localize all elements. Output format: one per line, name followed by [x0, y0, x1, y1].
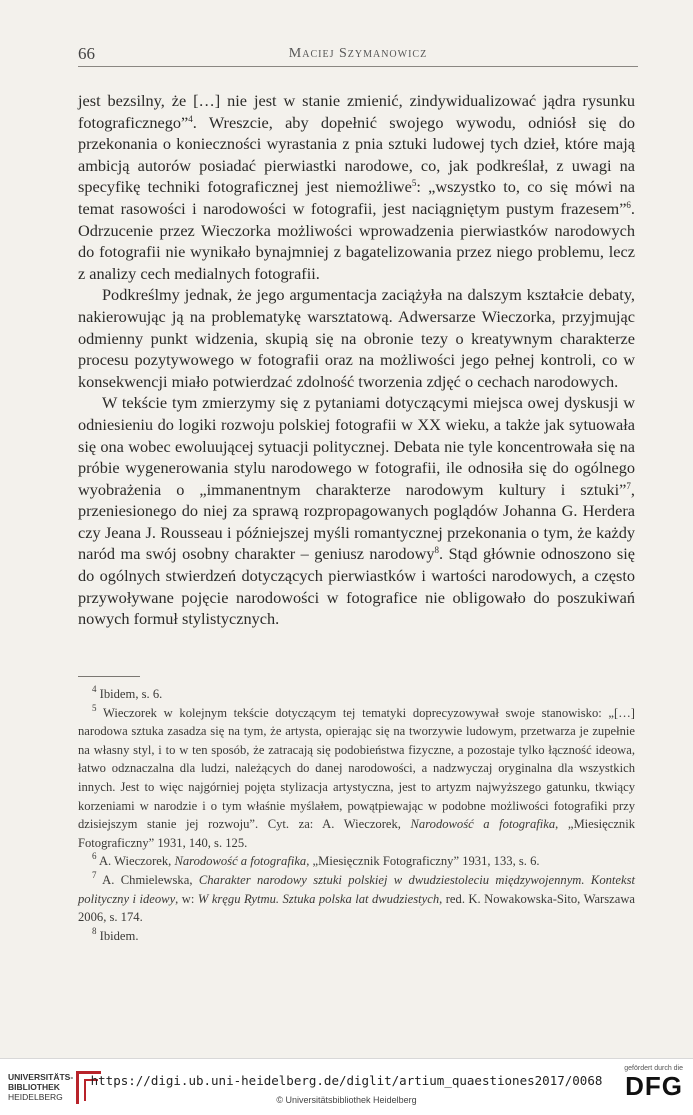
- footnote-8: [78, 927, 635, 946]
- dfg-logo-text: DFG: [625, 1071, 683, 1101]
- footnote-5: [78, 704, 635, 853]
- footnote-ref: 5: [92, 702, 97, 713]
- footnote-7: [78, 871, 635, 927]
- text-run: , przeniesionego do niej za sprawą rozpropagowanych poglądów Johanna G. Herdera czy Jeana J. Rousseau i późniejszej myśli romantycznej przekonania o tym, że każdy naród ma swój osobny charakter – geniusz narodowy: [78, 479, 635, 564]
- paragraph-1: [78, 90, 635, 284]
- text-run: Wieczorek w kolejnym tekście dotyczącym tej tematyki doprecyzowywał swoje stanowisko: „[…] narodowa sztuka zasadza się na tym, że artysta, opierając się na tworzywie ludowym, przetwarza je zupełnie na własny styl, i to w ten sposób, że zatracają się podobieństwa fizyczne, a pozostaje tylko łączność ideowa, łatwo odznaczalna dla ludzi, należących do danej narodowości, a nadzwyczaj oryginalna dla wszystkich innych. Jest to więc najgórniej pojęta stylizacja artystyczna, jest to artyzm najwyższego gatunku, tkwiący korzeniami w narodzie i o tym właśnie myślałem, powątpiewając w podobne możliwości fotografiki przy dzisiejszym stanie jej rozwoju”. Cyt. za: A. Wieczorek,: [78, 705, 635, 832]
- page-number: 66: [78, 44, 95, 63]
- text-run: W tekście tym zmierzymy się z pytaniami dotyczącymi miejsca owej dyskusji w odniesieniu do logiki rozwoju polskiej fotografii w XX wieku, a także jak sytuowała się ona wobec ewoluującej sytuacji politycznej. Debata nie tyle koncentrowała się na próbie wygenerowania stylu narodowego w fotografii, ile odnosiła się do ogólnego wyobrażenia o „immanentnym charakterze narodowym kultury i sztuki”: [78, 393, 635, 499]
- library-name-line3: HEIDELBERG: [8, 1092, 63, 1102]
- text-run: , red. K. Nowakowska-Sito, Warszawa 2006, s. 174.: [78, 891, 635, 925]
- page-header: [78, 44, 638, 67]
- running-title: Maciej Szymanowicz: [288, 46, 428, 61]
- text-run: Ibidem.: [96, 928, 139, 943]
- footnote-ref: 7: [92, 869, 97, 880]
- footnote-6: [78, 852, 635, 871]
- text-run: Podkreślmy jednak, że jego argumentacja zaciążyła na dalszym kształcie debaty, nakierowując ją na problematykę warsztatową. Adwersarze Wieczorka, przyjmując odmienny punkt widzenia, skupią się na obronie tezy o kreatywnym charakterze procesu pozytywowego w fotografii oraz na możliwości jego pełnej kontroli, co w konsekwencji miało potwierdzać zdolność tworzenia zdjęć o cechach narodowych.: [78, 285, 635, 391]
- text-run: . Wreszcie, aby dopełnić swojego wywodu, odniósł się do przekonania o konieczności wyrastania z pnia sztuki ludowej tych dzieł, które mają ambicją autorów posiadać pierwiastki narodowe, co, jak podkreślał, z uwagi na specyfikę techniki fotograficznej jest niemożliwe: [78, 112, 635, 197]
- paragraph-3: [78, 392, 635, 630]
- italic-title: Narodowość a fotografika: [410, 817, 556, 832]
- text-run: , „Miesięcznik Fotograficzny” 1931, 133, s. 6.: [306, 854, 540, 869]
- footnote-ref: 6: [626, 199, 631, 210]
- text-run: , „Miesięcznik Fotograficzny” 1931, 140, s. 125.: [78, 817, 635, 850]
- text-run: A. Wieczorek,: [96, 854, 175, 869]
- library-name-line2: BIBLIOTHEK: [8, 1082, 60, 1092]
- italic-title: W kręgu Rytmu. Sztuka polska lat dwudziestych: [197, 891, 440, 906]
- footnote-divider: [78, 676, 140, 677]
- footnotes: [78, 685, 635, 945]
- footnote-4: [78, 685, 635, 704]
- text-run: . Odrzucenie przez Wieczorka możliwości wprowadzenia pierwiastków narodowych do fotografii nie wynikało bynajmniej z bagatelizowania przez niego problemu, lecz z analizy cech medialnych fotografii.: [78, 198, 635, 283]
- footnote-ref: 7: [626, 480, 631, 491]
- italic-title: Charakter narodowy sztuki polskiej w dwudziestoleciu międzywojennym. Kontekst polityczny i ideowy: [78, 872, 635, 906]
- footnote-ref: 4: [188, 113, 193, 124]
- footnote-ref: 5: [411, 178, 417, 189]
- viewer-footer: [0, 1058, 693, 1115]
- footnote-ref: 8: [92, 925, 97, 936]
- paragraph-2: [78, 284, 635, 392]
- text-run: : „wszystko to, co się mówi na temat rasowości i narodowości w fotografii, jest naciągniętym pustym frazesem”: [78, 177, 635, 218]
- text-run: Ibidem, s. 6.: [96, 687, 163, 701]
- source-url-link[interactable]: https://digi.ub.uni-heidelberg.de/diglit/artium_quaestiones2017/0068: [90, 1073, 603, 1088]
- text-run: A. Chmielewska,: [96, 872, 199, 887]
- copyright-notice: © Universitätsbibliothek Heidelberg: [276, 1095, 417, 1105]
- funded-by-text: gefördert durch die: [624, 1065, 683, 1072]
- text-run: , w:: [175, 891, 198, 906]
- footnote-ref: 4: [92, 684, 97, 694]
- main-text: [78, 90, 635, 630]
- footnote-ref: 8: [434, 545, 440, 556]
- library-name-line1: UNIVERSITÄTS-: [8, 1072, 74, 1082]
- italic-title: Narodowość a fotografika: [174, 854, 307, 869]
- text-run: jest bezsilny, że […] nie jest w stanie zmienić, zindywidualizować jądra rysunku fotograficznego”: [78, 91, 635, 132]
- text-run: . Stąd głównie odnoszono się do ogólnych stwierdzeń dotyczących pierwiastków i wartości narodowych, a często przywoływane pojęcie narodowości w fotografice nie obligowało do poszukiwań nowych formuł stylistycznych.: [78, 544, 635, 629]
- dfg-logo[interactable]: [624, 1065, 683, 1100]
- footnote-ref: 6: [92, 851, 97, 862]
